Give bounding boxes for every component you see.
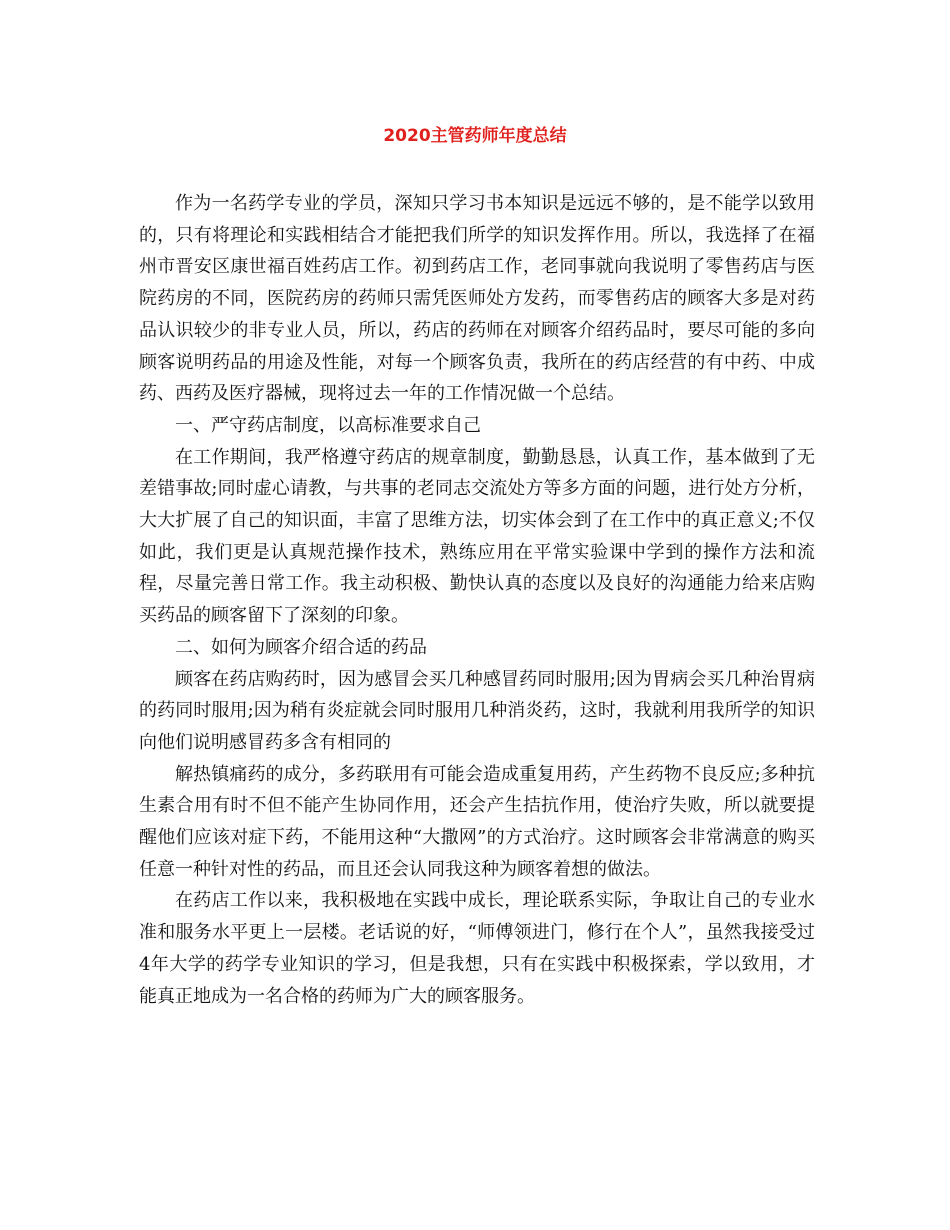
paragraph-section-2b: 解热镇痛药的成分，多药联用有可能会造成重复用药，产生药物不良反应;多种抗生素合用有时不但不能产生协同作用，还会产生拮抗作用，使治疗失败，所以就要提醒他们应该对症下药，不能用这种“大撒网”的方式治疗。这时顾客会非常满意的购买任意一种针对性的药品，而且还会认同我这种为顾客着想的做法。 [139,763,815,880]
paragraph-conclusion: 在药店工作以来，我积极地在实践中成长，理论联系实际，争取让自己的专业水准和服务水平更上一层楼。老话说的好，“师傅领进门，修行在个人”，虽然我接受过4年大学的药学专业知识的学习，但是我想，只有在实践中积极探索，学以致用，才能真正地成为一名合格的药师为广大的顾客服务。 [139,890,815,1007]
document-title: 2020主管药师年度总结 [383,126,567,146]
section-heading-2: 二、如何为顾客介绍合适的药品 [175,636,427,658]
paragraph-intro: 作为一名药学专业的学员，深知只学习书本知识是远远不够的，是不能学以致用的，只有将理论和实践相结合才能把我们所学的知识发挥作用。所以，我选择了在福州市晋安区康世福百姓药店工作。初到药店工作，老同事就向我说明了零售药店与医院药房的不同，医院药房的药师只需凭医师处方发药，而零售药店的顾客大多是对药品认识较少的非专业人员，所以，药店的药师在对顾客介绍药品时，要尽可能的多向顾客说明药品的用途及性能，对每一个顾客负责，我所在的药店经营的有中药、中成药、西药及医疗器械，现将过去一年的工作情况做一个总结。 [139,193,815,405]
paragraph-section-2a: 顾客在药店购药时，因为感冒会买几种感冒药同时服用;因为胃病会买几种治胃病的药同时服用;因为稍有炎症就会同时服用几种消炎药，这时，我就利用我所学的知识向他们说明感冒药多含有相同的 [139,668,815,753]
section-heading-1: 一、严守药店制度，以高标准要求自己 [175,414,481,436]
paragraph-section-1: 在工作期间，我严格遵守药店的规章制度，勤勤恳恳，认真工作，基本做到了无差错事故;同时虚心请教，与共事的老同志交流处方等多方面的问题，进行处方分析，大大扩展了自己的知识面，丰富了思维方法，切实体会到了在工作中的真正意义;不仅如此，我们更是认真规范操作技术，熟练应用在平常实验课中学到的操作方法和流程，尽量完善日常工作。我主动积极、勤快认真的态度以及良好的沟通能力给来店购买药品的顾客留下了深刻的印象。 [139,446,815,627]
document-body [139,188,815,1012]
